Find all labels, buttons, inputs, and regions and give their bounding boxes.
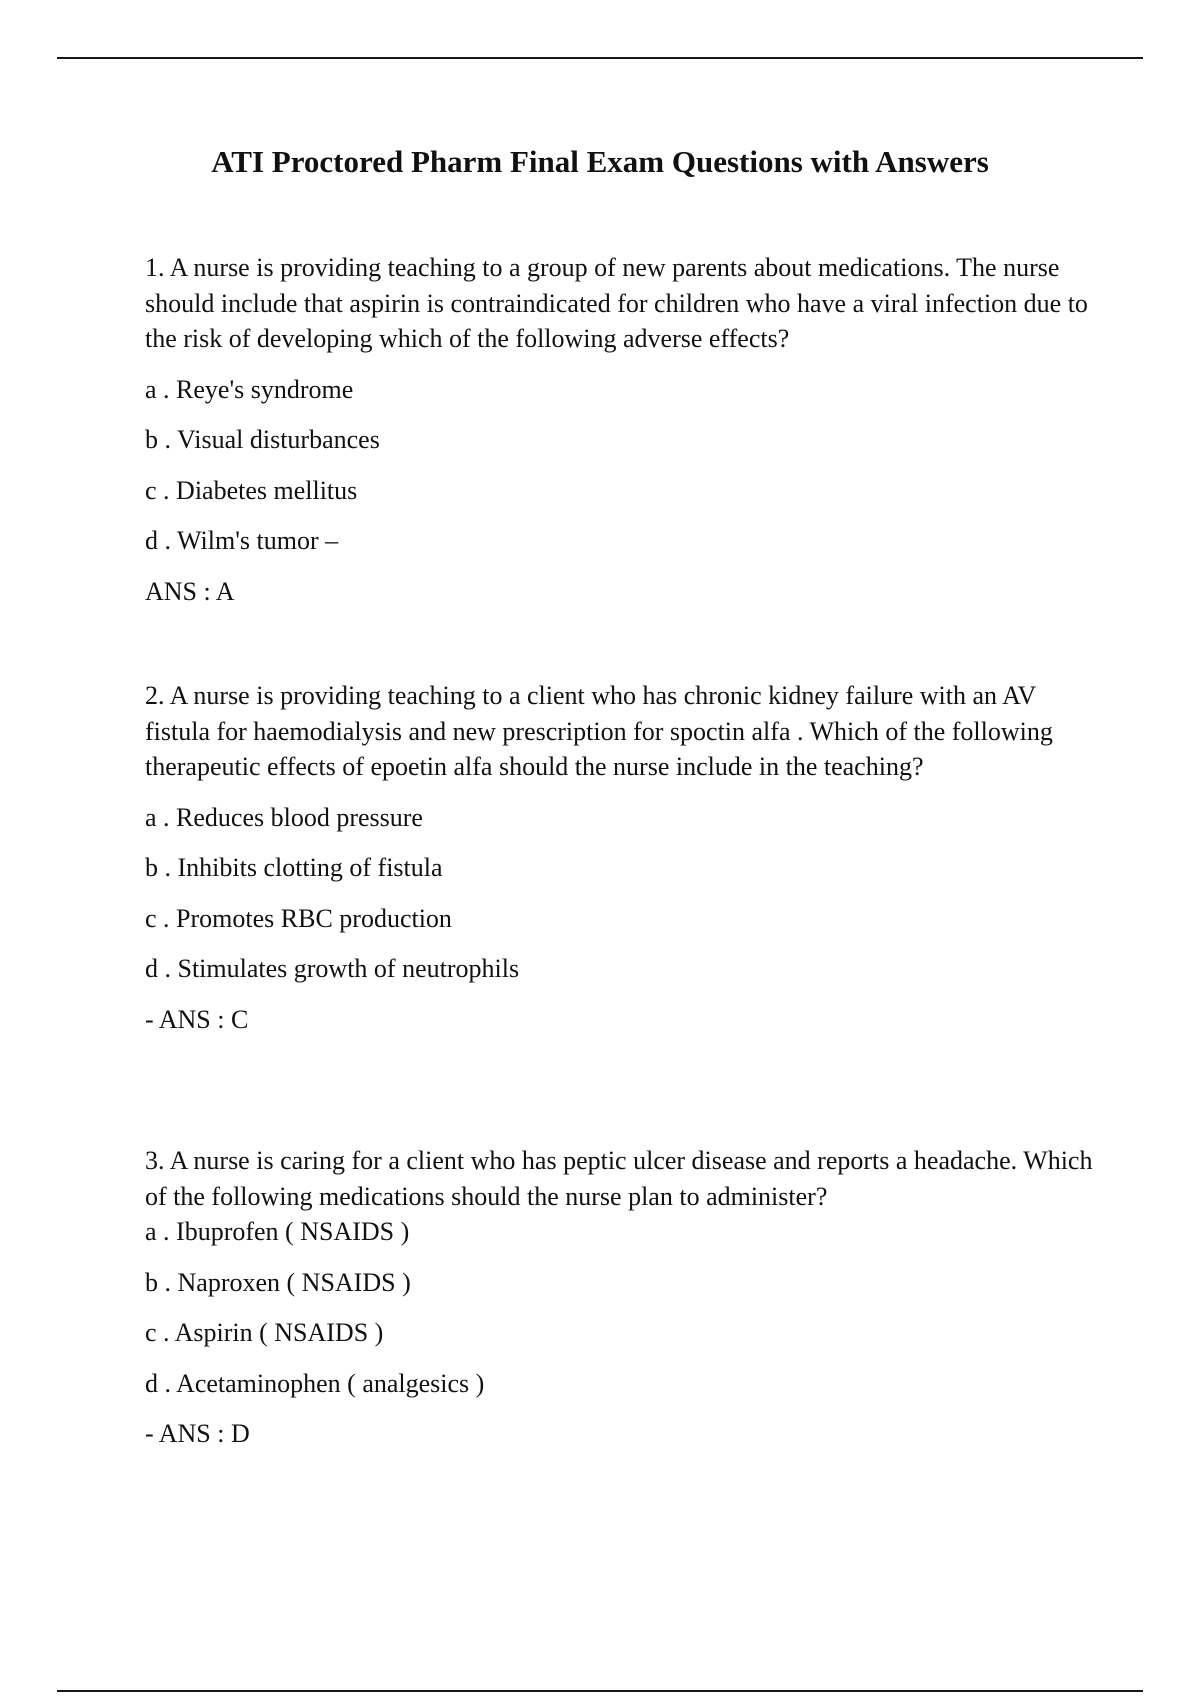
option-d: d . Acetaminophen ( analgesics ) [145,1368,485,1398]
bottom-rule [57,1690,1143,1692]
top-rule [57,57,1143,59]
question-block-2 [145,678,1105,1037]
question-block-1 [145,250,1105,609]
option-a: a . Reduces blood pressure [145,802,423,832]
question-text: 1. A nurse is providing teaching to a group of new parents about medications. The nurse should include that aspirin is contraindicated for children who have a viral infection due to the risk of developing which of the following adverse effects? [145,253,1088,353]
page-title: ATI Proctored Pharm Final Exam Questions with Answers [211,144,989,179]
option-c: c . Aspirin ( NSAIDS ) [145,1318,384,1347]
option-b: b . Naproxen ( NSAIDS ) [145,1267,411,1297]
option-c: c . Diabetes mellitus [145,475,358,505]
option-a: a . Reye's syndrome [145,374,354,404]
answer-key: - ANS : D [145,1419,250,1448]
answer-key: ANS : A [145,576,235,606]
option-b: b . Inhibits clotting of fistula [145,853,443,882]
option-a: a . Ibuprofen ( NSAIDS ) [145,1217,410,1246]
question-text: 3. A nurse is caring for a client who has peptic ulcer disease and reports a headache. Which of the following medications should the nurse plan to administer? [145,1146,1093,1211]
question-block-3 [145,1143,1105,1452]
answer-key: - ANS : C [145,1004,249,1034]
question-text: 2. A nurse is providing teaching to a client who has chronic kidney failure with an AV fistula for haemodialysis and new prescription for spoctin alfa . Which of the following therapeutic effects of epoetin alfa should the nurse include in the teaching? [145,681,1053,781]
option-b: b . Visual disturbances [145,425,380,454]
option-c: c . Promotes RBC production [145,903,452,933]
option-d: d . Wilm's tumor – [145,526,339,555]
option-d: d . Stimulates growth of neutrophils [145,954,520,983]
